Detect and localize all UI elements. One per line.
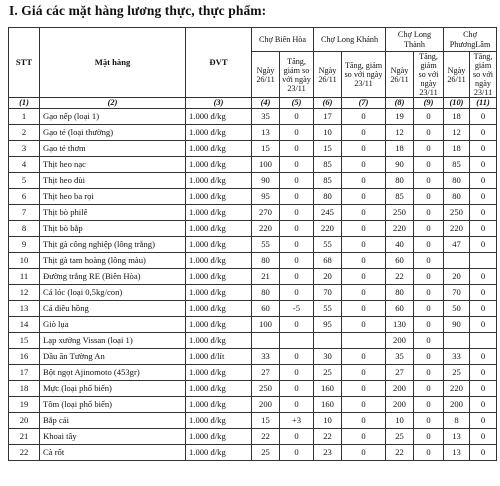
row-stt: 14: [9, 317, 40, 333]
price-long-khanh: 25: [314, 365, 342, 381]
price-long-khanh: 70: [314, 285, 342, 301]
price-long-khanh: [314, 333, 342, 349]
table-row: [9, 189, 497, 205]
price-phuong-lam: 20: [444, 269, 470, 285]
row-item-name: Bột ngọt Ajinomoto (453gr): [40, 365, 186, 381]
price-long-thanh: 60: [386, 301, 414, 317]
change-bien-hoa: -5: [280, 301, 314, 317]
change-bien-hoa: 0: [280, 269, 314, 285]
row-unit: 1.000 đ/kg: [186, 237, 252, 253]
price-bien-hoa: 80: [252, 253, 280, 269]
price-long-khanh: 68: [314, 253, 342, 269]
price-phuong-lam: 80: [444, 189, 470, 205]
price-long-khanh: 15: [314, 141, 342, 157]
row-unit: 1.000 đ/kg: [186, 301, 252, 317]
row-stt: 7: [9, 205, 40, 221]
change-bien-hoa: 0: [280, 173, 314, 189]
change-bien-hoa: 0: [280, 189, 314, 205]
row-item-name: Thịt heo đùi: [40, 173, 186, 189]
change-bien-hoa: 0: [280, 397, 314, 413]
price-long-khanh: 30: [314, 349, 342, 365]
price-phuong-lam: 85: [444, 157, 470, 173]
column-number: (5): [280, 98, 314, 109]
change-phuong-lam: [470, 333, 497, 349]
row-unit: 1.000 đ/kg: [186, 253, 252, 269]
change-long-khanh: 0: [342, 413, 386, 429]
row-item-name: Gạo tẻ (loại thường): [40, 125, 186, 141]
price-bien-hoa: 15: [252, 413, 280, 429]
price-table-body: [9, 109, 497, 461]
row-unit: 1.000 đ/kg: [186, 109, 252, 125]
price-long-khanh: 80: [314, 189, 342, 205]
price-bien-hoa: [252, 333, 280, 349]
row-unit: 1.000 đ/kg: [186, 365, 252, 381]
table-row: [9, 301, 497, 317]
change-phuong-lam: 0: [470, 317, 497, 333]
change-bien-hoa: 0: [280, 125, 314, 141]
price-long-khanh: 55: [314, 301, 342, 317]
price-long-thanh: 40: [386, 237, 414, 253]
price-phuong-lam: 8: [444, 413, 470, 429]
price-bien-hoa: 100: [252, 157, 280, 173]
change-phuong-lam: [470, 253, 497, 269]
price-long-khanh: 220: [314, 221, 342, 237]
table-row: [9, 317, 497, 333]
change-phuong-lam: 0: [470, 397, 497, 413]
row-unit: 1.000 đ/kg: [186, 173, 252, 189]
row-stt: 20: [9, 413, 40, 429]
change-phuong-lam: 0: [470, 125, 497, 141]
column-number: (4): [252, 98, 280, 109]
table-row: [9, 413, 497, 429]
change-phuong-lam: 0: [470, 173, 497, 189]
header-item: Mặt hàng: [40, 28, 186, 98]
change-bien-hoa: 0: [280, 109, 314, 125]
price-long-khanh: 95: [314, 317, 342, 333]
price-bien-hoa: 55: [252, 237, 280, 253]
row-item-name: Khoai tây: [40, 429, 186, 445]
table-row: [9, 365, 497, 381]
row-unit: 1.000 đ/kg: [186, 429, 252, 445]
change-phuong-lam: 0: [470, 445, 497, 461]
change-long-khanh: 0: [342, 125, 386, 141]
price-phuong-lam: 18: [444, 141, 470, 157]
row-unit: 1.000 đ/kg: [186, 445, 252, 461]
price-long-khanh: 17: [314, 109, 342, 125]
table-row: [9, 125, 497, 141]
price-phuong-lam: 220: [444, 381, 470, 397]
price-phuong-lam: 47: [444, 237, 470, 253]
change-bien-hoa: 0: [280, 429, 314, 445]
change-long-khanh: 0: [342, 365, 386, 381]
row-item-name: Cá diêu hồng: [40, 301, 186, 317]
price-long-khanh: 23: [314, 445, 342, 461]
row-item-name: Đường trắng RE (Biên Hòa): [40, 269, 186, 285]
change-long-thanh: 0: [414, 429, 444, 445]
change-long-khanh: 0: [342, 141, 386, 157]
change-long-thanh: 0: [414, 317, 444, 333]
price-phuong-lam: 200: [444, 397, 470, 413]
row-stt: 21: [9, 429, 40, 445]
change-long-thanh: 0: [414, 189, 444, 205]
table-row: [9, 445, 497, 461]
change-long-khanh: 0: [342, 445, 386, 461]
price-bien-hoa: 95: [252, 189, 280, 205]
price-phuong-lam: 250: [444, 205, 470, 221]
row-stt: 2: [9, 125, 40, 141]
header-market-bien-hoa: Chợ Biên Hòa: [252, 28, 314, 52]
price-phuong-lam: 18: [444, 109, 470, 125]
price-phuong-lam: [444, 333, 470, 349]
price-long-thanh: 80: [386, 285, 414, 301]
price-bien-hoa: 25: [252, 445, 280, 461]
change-long-khanh: 0: [342, 173, 386, 189]
change-long-thanh: 0: [414, 349, 444, 365]
price-phuong-lam: 13: [444, 445, 470, 461]
row-item-name: Mực (loại phổ biến): [40, 381, 186, 397]
change-long-thanh: 0: [414, 285, 444, 301]
row-unit: 1.000 đ/kg: [186, 269, 252, 285]
change-phuong-lam: 0: [470, 269, 497, 285]
change-phuong-lam: 0: [470, 381, 497, 397]
change-long-thanh: 0: [414, 365, 444, 381]
change-long-thanh: 0: [414, 381, 444, 397]
price-bien-hoa: 15: [252, 141, 280, 157]
change-bien-hoa: 0: [280, 205, 314, 221]
change-phuong-lam: 0: [470, 349, 497, 365]
change-long-khanh: 0: [342, 381, 386, 397]
row-stt: 18: [9, 381, 40, 397]
price-long-khanh: 160: [314, 397, 342, 413]
price-long-khanh: 10: [314, 125, 342, 141]
price-bien-hoa: 33: [252, 349, 280, 365]
row-unit: 1.000 đ/kg: [186, 397, 252, 413]
row-item-name: Giò lụa: [40, 317, 186, 333]
change-bien-hoa: 0: [280, 445, 314, 461]
change-long-khanh: 0: [342, 189, 386, 205]
row-stt: 12: [9, 285, 40, 301]
price-long-khanh: 85: [314, 173, 342, 189]
change-bien-hoa: 0: [280, 317, 314, 333]
row-unit: 1.000 đ/kg: [186, 157, 252, 173]
header-market-long-thanh: Chợ Long Thành: [386, 28, 444, 52]
row-stt: 8: [9, 221, 40, 237]
row-stt: 3: [9, 141, 40, 157]
row-stt: 17: [9, 365, 40, 381]
header-unit: ĐVT: [186, 28, 252, 98]
change-bien-hoa: 0: [280, 141, 314, 157]
price-bien-hoa: 100: [252, 317, 280, 333]
column-number: (6): [314, 98, 342, 109]
change-long-thanh: 0: [414, 237, 444, 253]
price-phuong-lam: 33: [444, 349, 470, 365]
price-bien-hoa: 270: [252, 205, 280, 221]
row-stt: 1: [9, 109, 40, 125]
price-phuong-lam: 90: [444, 317, 470, 333]
change-phuong-lam: 0: [470, 189, 497, 205]
header-change: Tăng, giảm so với ngày 23/11: [470, 52, 497, 98]
row-item-name: Thịt heo nạc: [40, 157, 186, 173]
price-long-thanh: 10: [386, 413, 414, 429]
price-long-thanh: 85: [386, 189, 414, 205]
price-bien-hoa: 250: [252, 381, 280, 397]
row-stt: 9: [9, 237, 40, 253]
price-bien-hoa: 200: [252, 397, 280, 413]
change-bien-hoa: +3: [280, 413, 314, 429]
price-bien-hoa: 35: [252, 109, 280, 125]
price-long-khanh: 10: [314, 413, 342, 429]
change-phuong-lam: 0: [470, 141, 497, 157]
table-row: [9, 253, 497, 269]
change-long-khanh: 0: [342, 429, 386, 445]
header-price-date: Ngày 26/11: [314, 52, 342, 98]
row-stt: 10: [9, 253, 40, 269]
price-phuong-lam: 70: [444, 285, 470, 301]
table-row: [9, 285, 497, 301]
table-row: [9, 173, 497, 189]
change-long-khanh: 0: [342, 349, 386, 365]
change-bien-hoa: [280, 333, 314, 349]
row-item-name: Thịt bò bắp: [40, 221, 186, 237]
change-long-khanh: 0: [342, 205, 386, 221]
price-bien-hoa: 60: [252, 301, 280, 317]
row-stt: 11: [9, 269, 40, 285]
price-long-thanh: 90: [386, 157, 414, 173]
price-phuong-lam: 25: [444, 365, 470, 381]
change-long-thanh: 0: [414, 269, 444, 285]
change-long-khanh: 0: [342, 301, 386, 317]
change-bien-hoa: 0: [280, 157, 314, 173]
price-long-khanh: 55: [314, 237, 342, 253]
table-row: [9, 237, 497, 253]
row-stt: 13: [9, 301, 40, 317]
price-long-thanh: 35: [386, 349, 414, 365]
change-long-khanh: 0: [342, 237, 386, 253]
change-bien-hoa: 0: [280, 365, 314, 381]
row-unit: 1.000 đ/lít: [186, 349, 252, 365]
change-bien-hoa: 0: [280, 221, 314, 237]
price-bien-hoa: 13: [252, 125, 280, 141]
price-long-thanh: 18: [386, 141, 414, 157]
price-long-khanh: 85: [314, 157, 342, 173]
header-price-date: Ngày 26/11: [444, 52, 470, 98]
header-market-phuong-lam: Chợ PhươngLâm: [444, 28, 497, 52]
row-stt: 5: [9, 173, 40, 189]
row-stt: 16: [9, 349, 40, 365]
table-row: [9, 333, 497, 349]
change-long-thanh: 0: [414, 301, 444, 317]
table-row: [9, 221, 497, 237]
price-long-khanh: 20: [314, 269, 342, 285]
price-long-thanh: 25: [386, 429, 414, 445]
price-phuong-lam: [444, 253, 470, 269]
change-bien-hoa: 0: [280, 349, 314, 365]
price-bien-hoa: 80: [252, 285, 280, 301]
row-stt: 6: [9, 189, 40, 205]
header-stt: STT: [9, 28, 40, 98]
row-item-name: Thịt heo ba rọi: [40, 189, 186, 205]
price-bien-hoa: 27: [252, 365, 280, 381]
price-long-thanh: 200: [386, 397, 414, 413]
table-row: [9, 349, 497, 365]
price-long-thanh: 12: [386, 125, 414, 141]
row-item-name: Cà rốt: [40, 445, 186, 461]
price-long-thanh: 27: [386, 365, 414, 381]
change-long-thanh: 0: [414, 125, 444, 141]
price-long-thanh: 22: [386, 445, 414, 461]
header-market-long-khanh: Chợ Long Khánh: [314, 28, 386, 52]
row-unit: 1.000 đ/kg: [186, 381, 252, 397]
row-stt: 15: [9, 333, 40, 349]
column-number: (8): [386, 98, 414, 109]
change-long-thanh: 0: [414, 205, 444, 221]
price-long-khanh: 245: [314, 205, 342, 221]
change-long-thanh: 0: [414, 173, 444, 189]
row-item-name: Dầu ăn Tường An: [40, 349, 186, 365]
row-unit: 1.000 đ/kg: [186, 189, 252, 205]
change-phuong-lam: 0: [470, 429, 497, 445]
change-phuong-lam: 0: [470, 109, 497, 125]
row-unit: 1.000 đ/kg: [186, 317, 252, 333]
header-price-date: Ngày 26/11: [252, 52, 280, 98]
change-long-thanh: 0: [414, 333, 444, 349]
price-long-thanh: 19: [386, 109, 414, 125]
table-row: [9, 205, 497, 221]
header-price-date: Ngày 26/11: [386, 52, 414, 98]
change-long-thanh: 0: [414, 221, 444, 237]
price-phuong-lam: 13: [444, 429, 470, 445]
column-number: (1): [9, 98, 40, 109]
change-long-khanh: 0: [342, 109, 386, 125]
table-row: [9, 157, 497, 173]
table-row: [9, 429, 497, 445]
column-number: (2): [40, 98, 186, 109]
price-long-khanh: 22: [314, 429, 342, 445]
price-long-thanh: 200: [386, 333, 414, 349]
row-item-name: Thịt gà công nghiệp (lông trắng): [40, 237, 186, 253]
table-row: [9, 109, 497, 125]
price-long-thanh: 130: [386, 317, 414, 333]
row-item-name: Gạo nếp (loại 1): [40, 109, 186, 125]
change-bien-hoa: 0: [280, 237, 314, 253]
table-row: [9, 141, 497, 157]
column-number: (9): [414, 98, 444, 109]
price-table: [8, 27, 497, 461]
change-long-khanh: 0: [342, 269, 386, 285]
table-row: [9, 381, 497, 397]
row-unit: 1.000 đ/kg: [186, 413, 252, 429]
header-change: Tăng, giảm so với ngày 23/11: [342, 52, 386, 98]
change-bien-hoa: 0: [280, 253, 314, 269]
price-long-thanh: 80: [386, 173, 414, 189]
price-long-thanh: 250: [386, 205, 414, 221]
table-row: [9, 269, 497, 285]
change-long-thanh: 0: [414, 413, 444, 429]
change-long-khanh: 0: [342, 253, 386, 269]
header-change: Tăng, giảm so với ngày 23/11: [280, 52, 314, 98]
table-row: [9, 397, 497, 413]
price-long-thanh: 22: [386, 269, 414, 285]
row-item-name: Cá lóc (loại 0,5kg/con): [40, 285, 186, 301]
row-item-name: Bắp cải: [40, 413, 186, 429]
price-phuong-lam: 80: [444, 173, 470, 189]
price-long-thanh: 220: [386, 221, 414, 237]
change-long-thanh: 0: [414, 445, 444, 461]
row-item-name: Thịt gà tam hoàng (lông màu): [40, 253, 186, 269]
row-stt: 19: [9, 397, 40, 413]
price-bien-hoa: 22: [252, 429, 280, 445]
change-phuong-lam: 0: [470, 413, 497, 429]
column-number: (10): [444, 98, 470, 109]
row-item-name: Tôm (loại phổ biến): [40, 397, 186, 413]
change-long-khanh: 0: [342, 285, 386, 301]
row-item-name: Thịt bò philê: [40, 205, 186, 221]
change-long-thanh: 0: [414, 397, 444, 413]
price-long-thanh: 200: [386, 381, 414, 397]
row-unit: 1.000 đ/kg: [186, 141, 252, 157]
price-bien-hoa: 220: [252, 221, 280, 237]
change-long-thanh: 0: [414, 157, 444, 173]
change-long-khanh: 0: [342, 397, 386, 413]
price-bien-hoa: 21: [252, 269, 280, 285]
price-long-thanh: 60: [386, 253, 414, 269]
change-phuong-lam: 0: [470, 221, 497, 237]
column-number: (11): [470, 98, 497, 109]
change-phuong-lam: 0: [470, 365, 497, 381]
price-phuong-lam: 50: [444, 301, 470, 317]
column-number: (7): [342, 98, 386, 109]
price-long-khanh: 160: [314, 381, 342, 397]
change-phuong-lam: 0: [470, 237, 497, 253]
change-long-khanh: [342, 333, 386, 349]
change-long-thanh: 0: [414, 141, 444, 157]
change-long-thanh: 0: [414, 109, 444, 125]
change-phuong-lam: 0: [470, 301, 497, 317]
change-phuong-lam: 0: [470, 285, 497, 301]
change-bien-hoa: 0: [280, 381, 314, 397]
change-long-khanh: 0: [342, 221, 386, 237]
page-title: I. Giá các mặt hàng lương thực, thực phẩm:: [9, 3, 267, 18]
row-stt: 4: [9, 157, 40, 173]
change-long-khanh: 0: [342, 157, 386, 173]
change-long-thanh: 0: [414, 253, 444, 269]
row-unit: 1.000 đ/kg: [186, 205, 252, 221]
row-item-name: Lạp xưởng Vissan (loại 1): [40, 333, 186, 349]
row-stt: 22: [9, 445, 40, 461]
change-phuong-lam: 0: [470, 157, 497, 173]
row-unit: 1.000 đ/kg: [186, 221, 252, 237]
row-item-name: Gạo tẻ thơm: [40, 141, 186, 157]
column-number: (3): [186, 98, 252, 109]
row-unit: 1.000 đ/kg: [186, 125, 252, 141]
price-bien-hoa: 90: [252, 173, 280, 189]
header-change: Tăng, giảm so với ngày 23/11: [414, 52, 444, 98]
change-bien-hoa: 0: [280, 285, 314, 301]
price-phuong-lam: 12: [444, 125, 470, 141]
row-unit: 1.000 đ/kg: [186, 285, 252, 301]
row-unit: 1.000 đ/kg: [186, 333, 252, 349]
change-phuong-lam: 0: [470, 205, 497, 221]
column-number-row: [9, 98, 497, 109]
price-phuong-lam: 220: [444, 221, 470, 237]
change-long-khanh: 0: [342, 317, 386, 333]
